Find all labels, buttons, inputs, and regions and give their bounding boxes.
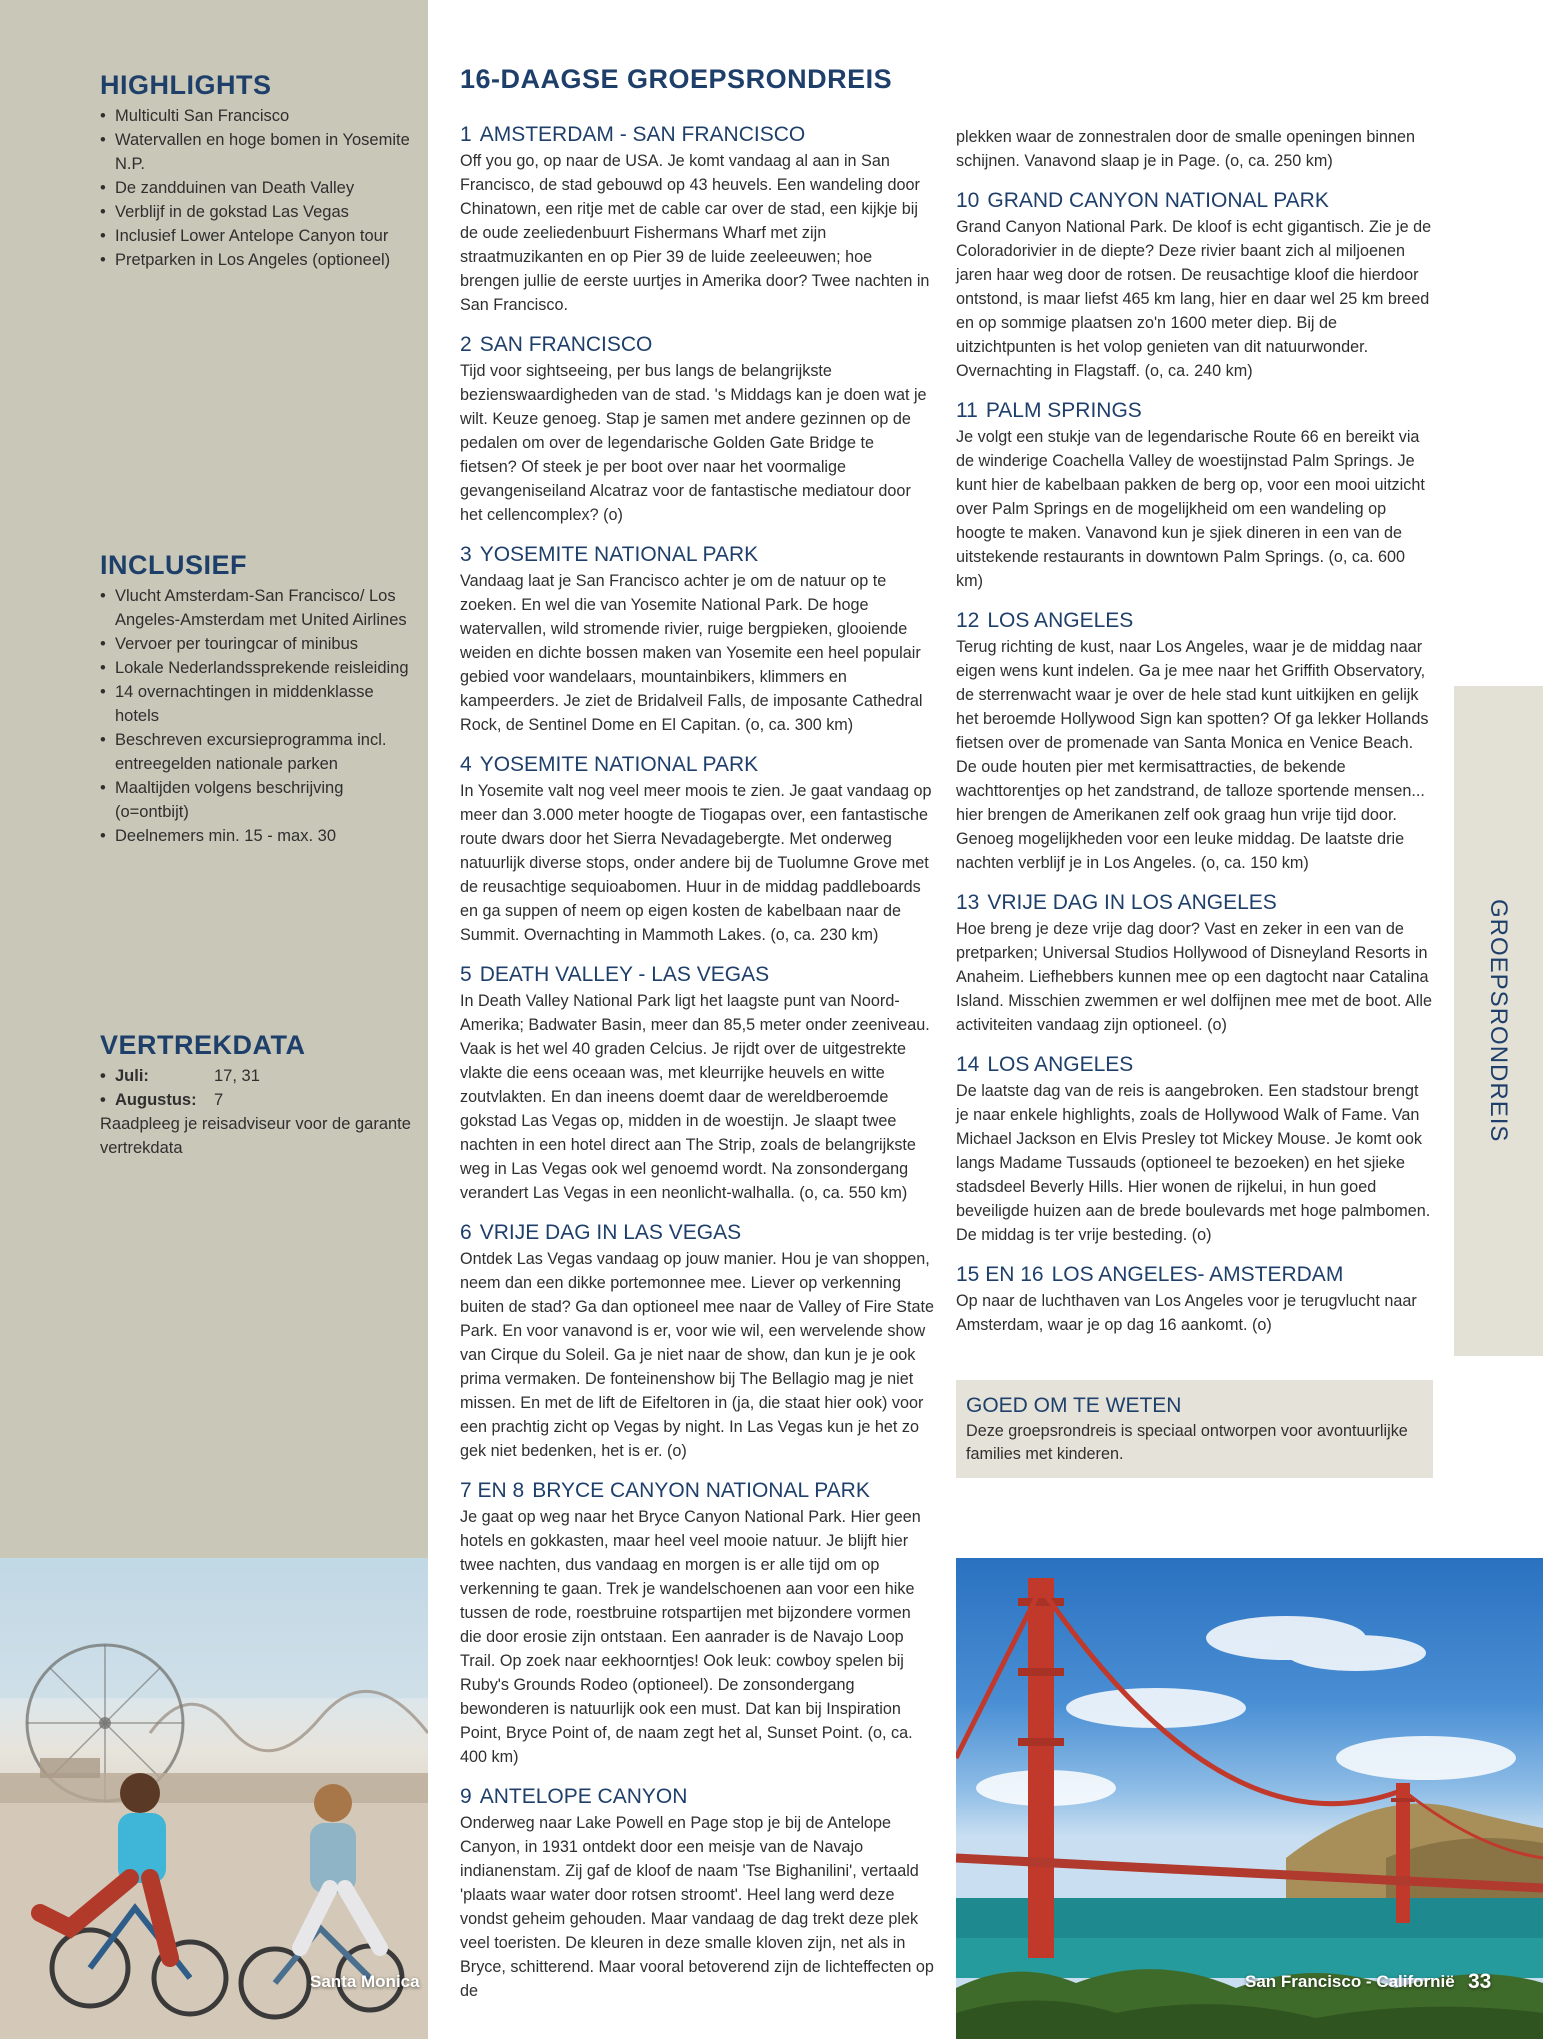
- itinerary-day: [956, 187, 1434, 383]
- day-heading: [460, 961, 935, 989]
- day-text: In Yosemite valt nog veel meer moois te zien. Je gaat vandaag op meer dan 3.000 meter hoogte de Tiogapas over, een fantastische route dwars door het Sierra Nevadagebergte. Met onderweg natuurlijk diverse stops, onder andere bij de Tuolumne Grove met de reusachtige sequioabomen. Huur in de middag paddleboards en ga suppen of neem op eigen kosten de kabelbaan naar de Summit. Overnachting in Mammoth Lakes. (o, ca. 230 km): [460, 782, 932, 944]
- departure-row: [100, 1088, 420, 1112]
- departure-row: [100, 1064, 420, 1088]
- itinerary-day: [460, 1219, 935, 1463]
- list-item: • Inclusief Lower Antelope Canyon tour: [100, 224, 420, 248]
- day-text: Off you go, op naar de USA. Je komt vandaag al aan in San Francisco, de stad gebouwd op 43 heuvels. Een wandeling door Chinatown, een ritje met de cable car over de stad, een kijkje bij de oude zeeliedenbuurt Fishermans Wharf met zijn straatmuzikanten en op Pier 39 de luide zeeleeuwen; hoe brengen jullie de eerste uurtjes in Amerika door? Twee nachten in San Francisco.: [460, 152, 930, 314]
- day-heading: [460, 331, 935, 359]
- itinerary-day: [460, 1477, 935, 1769]
- photo-caption-santa-monica: Santa Monica: [310, 1972, 420, 1991]
- day-number: 5: [460, 963, 472, 986]
- day-heading: [460, 1783, 935, 1811]
- day-number: 10: [956, 189, 980, 212]
- day-title: PALM SPRINGS: [985, 399, 1142, 422]
- itinerary-day: [460, 541, 935, 737]
- day-title: GRAND CANYON NATIONAL PARK: [987, 189, 1329, 212]
- day-title: ANTELOPE CANYON: [479, 1785, 688, 1808]
- golden-gate-photo: [956, 1558, 1543, 2039]
- day-heading: [460, 121, 935, 149]
- day-title: YOSEMITE NATIONAL PARK: [479, 543, 759, 566]
- day-heading: [460, 541, 935, 569]
- departure-month: • Augustus:: [100, 1088, 214, 1112]
- section-tab-label: [1466, 899, 1530, 1143]
- itinerary-day: [460, 331, 935, 527]
- list-item: • 14 overnachtingen in middenklasse hotels: [100, 680, 420, 728]
- itinerary-day: [956, 1051, 1434, 1247]
- day-number: 7 EN 8: [460, 1479, 525, 1502]
- day-text: Vandaag laat je San Francisco achter je om de natuur op te zoeken. En wel die van Yosemite National Park. De hoge watervallen, wild stromende rivier, ruige bergpieken, glooiende weiden en dichte bossen maken van Yosemite een heel populair gebied voor wandelaars, mountainbikers, klimmers en kampeerders. Je ziet de Bridalveil Falls, de imposante Cathedral Rock, de Sentinel Dome en El Capitan. (o, ca. 300 km): [460, 572, 923, 734]
- highlights-list: [100, 104, 420, 272]
- inclusief-section: [100, 550, 420, 848]
- highlights-section: [100, 70, 420, 272]
- day-heading: [956, 889, 1434, 917]
- page-number: 33: [1468, 1970, 1492, 1993]
- day-heading: [956, 397, 1434, 425]
- day-heading: [956, 1261, 1434, 1289]
- day-title: DEATH VALLEY - LAS VEGAS: [479, 963, 770, 986]
- day-text: Terug richting de kust, naar Los Angeles, waar je de middag naar eigen wens kunt indelen. Ga je mee naar het Griffith Observatory, de sterrenwacht waar je over de hele stad kunt uitkijken en gelijk het beroemde Hollywood Sign kan spotten? Of ga lekker Hollands fietsen over de promenade van Santa Monica en Venice Beach. De oude houten pier met kermisattracties, de bekende wachttorentjes op het zandstrand, de talloze sportende mensen... hier brengen de Amerikanen zelf ook graag hun vrije tijd door. Genoeg mogelijkheden voor een leuke middag. De laatste drie nachten verblijf je in Los Angeles. (o, ca. 150 km): [956, 638, 1429, 872]
- day-text: In Death Valley National Park ligt het laagste punt van Noord-Amerika; Badwater Basin, meer dan 85,5 meter onder zeeniveau. Vaak is het wel 40 graden Celcius. Je rijdt over de uitgestrekte vlakte die eens oceaan was, met kleurrijke heuvels en witte zoutvlakten. En dan ineens doemt daar de wereldberoemde gokstad Las Vegas op, midden in de woestijn. Je slaapt twee nachten in een hotel direct aan The Strip, zoals de belangrijkste weg in Las Vegas ook wel genoemd wordt. Na zonsondergang verandert Las Vegas in een neonlicht-walhalla. (o, ca. 550 km): [460, 992, 930, 1202]
- day-number: 14: [956, 1053, 980, 1076]
- day-heading: [460, 1477, 935, 1505]
- day-heading: [956, 607, 1434, 635]
- day-number: 2: [460, 333, 472, 356]
- list-item: • Maaltijden volgens beschrijving (o=ontbijt): [100, 776, 420, 824]
- day-text: Je gaat op weg naar het Bryce Canyon National Park. Hier geen hotels en gokkasten, maar heel veel mooie natuur. Je blijft hier twee nachten, dus vandaag en morgen is er alle tijd om op verkenning te gaan. Trek je wandelschoenen aan voor een hike tussen de rode, roestbruine rotspartijen met bijzondere vormen die door erosie zijn ontstaan. Een aanrader is de Navajo Loop Trail. Op zoek naar eekhoorntjes! Ook leuk: cowboy spelen bij Ruby's Grounds Rodeo (optioneel). De zonsondergang bewonderen is natuurlijk ook een must. Dat kan bij Inspiration Point, Bryce Point of, de naam zegt het al, Sunset Point. (o, ca. 400 km): [460, 1508, 921, 1766]
- day-text: Op naar de luchthaven van Los Angeles voor je terugvlucht naar Amsterdam, waar je op dag 16 aankomt. (o): [956, 1292, 1417, 1334]
- list-item: • Vlucht Amsterdam-San Francisco/ Los Angeles-Amsterdam met United Airlines: [100, 584, 420, 632]
- info-box: [956, 1380, 1433, 1478]
- itinerary-day: [956, 397, 1434, 593]
- itinerary-day: [956, 889, 1434, 1037]
- golden-gate-illustration: [956, 1558, 1543, 2039]
- santa-monica-illustration: [0, 1558, 428, 2039]
- info-box-title: GOED OM TE WETEN: [966, 1394, 1182, 1417]
- info-box-text: Deze groepsrondreis is speciaal ontworpen voor avontuurlijke families met kinderen.: [966, 1422, 1408, 1463]
- itinerary-column-1: [460, 121, 935, 2017]
- day-title: BRYCE CANYON NATIONAL PARK: [532, 1479, 870, 1502]
- vertrekdata-section: [100, 1030, 420, 1160]
- list-item: • Vervoer per touringcar of minibus: [100, 632, 420, 656]
- day-number: 3: [460, 543, 472, 566]
- day-text: Onderweg naar Lake Powell en Page stop je bij de Antelope Canyon, in 1931 ontdekt door een meisje van de Navajo indianenstam. Zij gaf de kloof de naam 'Tse Bighanilini', vertaald 'plaats waar water door rotsen stroomt'. Heel lang werd deze vondst geheim gehouden. Maar vandaag de dag trekt deze plek veel toeristen. De kleuren in deze smalle kloven zijn, net als in Bryce, schitterend. Maar vooral betoverend zijn de lichteffecten op de: [460, 1814, 934, 2000]
- day-title: SAN FRANCISCO: [479, 333, 653, 356]
- list-item: • Lokale Nederlandssprekende reisleiding: [100, 656, 420, 680]
- departure-month: • Juli:: [100, 1064, 214, 1088]
- list-item: • Deelnemers min. 15 - max. 30: [100, 824, 420, 848]
- itinerary-day: [956, 1261, 1434, 1337]
- day-heading: [956, 187, 1434, 215]
- departure-days: 17, 31: [214, 1067, 260, 1085]
- departure-note: Raadpleeg je reisadviseur voor de garante vertrekdata: [100, 1115, 411, 1157]
- day-text: Hoe breng je deze vrije dag door? Vast en zeker in een van de pretparken; Universal Studios Hollywood of Disneyland Resorts in Anaheim. Liefhebbers kunnen mee op een dagtocht naar Catalina Island. Misschien zwemmen er wel dolfijnen mee met de boot. Alle activiteiten vandaag zijn optioneel. (o): [956, 920, 1432, 1034]
- day-number: 12: [956, 609, 980, 632]
- itinerary-day: [460, 1783, 935, 2003]
- day-title: LOS ANGELES- AMSTERDAM: [1051, 1263, 1344, 1286]
- day-number: 6: [460, 1221, 472, 1244]
- day-title: LOS ANGELES: [987, 1053, 1134, 1076]
- day-title: VRIJE DAG IN LOS ANGELES: [987, 891, 1277, 914]
- day-number: 11: [956, 399, 978, 422]
- list-item: • Watervallen en hoge bomen in Yosemite N.P.: [100, 128, 420, 176]
- day-number: 15 EN 16: [956, 1263, 1044, 1286]
- day-number: 1: [460, 123, 472, 146]
- santa-monica-photo: [0, 1558, 428, 2039]
- vertrekdata-title: VERTREKDATA: [100, 1030, 306, 1060]
- inclusief-list: [100, 584, 420, 848]
- itinerary-column-2: [956, 125, 1434, 1351]
- day-number: 13: [956, 891, 980, 914]
- day-text: Tijd voor sightseeing, per bus langs de belangrijkste bezienswaardigheden van de stad. 's Middags kan je doen wat je wilt. Keuze genoeg. Stap je samen met andere gezinnen op de pedalen om over de legendarische Golden Gate Bridge te fietsen? Of steek je per boot over naar het voormalige gevangeniseiland Alcatraz voor de fantastische mediatour door het cellencomplex? (o): [460, 362, 927, 524]
- day-number: 9: [460, 1785, 472, 1808]
- list-item: • Pretparken in Los Angeles (optioneel): [100, 248, 420, 272]
- highlights-title: HIGHLIGHTS: [100, 70, 272, 100]
- list-item: • Verblijf in de gokstad Las Vegas: [100, 200, 420, 224]
- itinerary-day: [460, 751, 935, 947]
- departure-days: 7: [214, 1091, 224, 1109]
- day-heading: [460, 751, 935, 779]
- day-title: VRIJE DAG IN LAS VEGAS: [479, 1221, 742, 1244]
- day-text: Grand Canyon National Park. De kloof is echt gigantisch. Zie je de Coloradorivier in de diepte? Deze rivier baant zich al miljoenen jaren haar weg door de rotsen. De reusachtige kloof die hierdoor ontstond, is maar liefst 465 km lang, hier en daar wel 25 km breed en op sommige plaatsen zo'n 1600 meter diep. Bij de uitzichtpunten is het volop genieten van dit natuurwonder. Overnachting in Flagstaff. (o, ca. 240 km): [956, 218, 1432, 380]
- day-title: AMSTERDAM - SAN FRANCISCO: [479, 123, 806, 146]
- list-item: • De zandduinen van Death Valley: [100, 176, 420, 200]
- list-item: • Multiculti San Francisco: [100, 104, 420, 128]
- day-title: LOS ANGELES: [987, 609, 1134, 632]
- section-tab-text: GROEPSRONDREIS: [1485, 899, 1512, 1143]
- itinerary-day: [460, 961, 935, 1205]
- page-title: 16-DAAGSE GROEPSRONDREIS: [460, 64, 893, 94]
- itinerary-day: [460, 121, 935, 317]
- day-text: De laatste dag van de reis is aangebroken. Een stadstour brengt je naar enkele highlights, zoals de Hollywood Walk of Fame. Van Michael Jackson en Elvis Presley tot Mickey Mouse. Je komt ook langs Madame Tussauds (optioneel te bezoeken) en het sjieke stadsdeel Beverly Hills. Hier wonen de rijkelui, in hun goed beveiligde huizen aan de brede boulevards met hoge palmbomen. De middag is ter vrije besteding. (o): [956, 1082, 1431, 1244]
- day-text: Ontdek Las Vegas vandaag op jouw manier. Hou je van shoppen, neem dan een dikke portemonnee mee. Liever op verkenning buiten de stad? Ga dan optioneel mee naar de Valley of Fire State Park. En voor vanavond is er, voor wie wil, een wervelende show van Cirque du Soleil. Ga je niet naar de show, dan kun je je ook prima vermaken. De fonteinenshow bij The Bellagio mag je niet missen. En met de lift de Eifeltoren in (ja, die staat hier ook) voor een prachtig zicht op Vegas by night. In Las Vegas kun je het zo gek niet bedenken, het is er. (o): [460, 1250, 934, 1460]
- photo-caption-san-francisco: San Francisco - Californië: [1245, 1972, 1455, 1991]
- day-number: 4: [460, 753, 472, 776]
- day-text: Je volgt een stukje van de legendarische Route 66 en bereikt via de winderige Coachella Valley de woestijnstad Palm Springs. Je kunt hier de kabelbaan pakken de berg op, voor een mooi uitzicht over Palm Springs en de mogelijkheid om een wandeling op hoogte te maken. Vanavond kun je sjiek dineren in een van de uitstekende restaurants in downtown Palm Springs. (o, ca. 600 km): [956, 428, 1425, 590]
- itinerary-day: [956, 607, 1434, 875]
- continued-text: plekken waar de zonnestralen door de smalle openingen binnen schijnen. Vanavond slaap je in Page. (o, ca. 250 km): [956, 128, 1415, 170]
- inclusief-title: INCLUSIEF: [100, 550, 248, 580]
- day-heading: [460, 1219, 935, 1247]
- day-heading: [956, 1051, 1434, 1079]
- list-item: • Beschreven excursieprogramma incl. entreegelden nationale parken: [100, 728, 420, 776]
- day-title: YOSEMITE NATIONAL PARK: [479, 753, 759, 776]
